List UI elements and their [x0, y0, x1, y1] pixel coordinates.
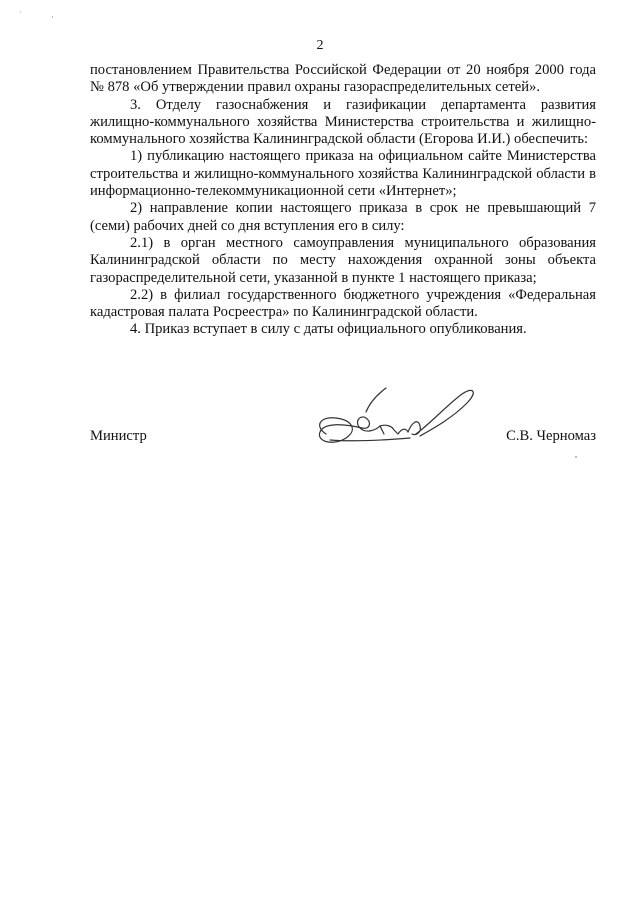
signatory-title: Министр	[90, 428, 147, 444]
paragraph-item-4: 4. Приказ вступает в силу с даты официального опубликования.	[130, 321, 527, 338]
scan-corner-marks: ' ,	[20, 10, 68, 19]
page-number: 2	[316, 38, 324, 53]
paragraph-item-3: 3. Отделу газоснабжения и газификации департамента развития жилищно-коммунального хозяйства Министерства строительства и жилищно-коммунального хозяйства Калининградской области (Егорова И.И.) обеспечить:	[90, 96, 596, 148]
document-body	[90, 62, 596, 339]
paragraph-item-3-1: 1) публикацию настоящего приказа на официальном сайте Министерства строительства и жилищно-коммунального хозяйства Калининградской области в информационно-телекоммуникационной сети «Интернет»;	[90, 148, 596, 200]
paragraph-continuation: постановлением Правительства Российской Федерации от 20 ноября 2000 года № 878 «Об утверждении правил охраны газораспределительных сетей».	[90, 62, 596, 96]
scan-dust-mark	[575, 456, 577, 458]
handwritten-signature	[306, 382, 486, 462]
paragraph-item-3-2: 2) направление копии настоящего приказа в срок не превышающий 7 (семи) рабочих дней со дня вступления его в силу:	[90, 200, 596, 234]
signature-block	[90, 428, 596, 450]
paragraph-item-2-1: 2.1) в орган местного самоуправления муниципального образования Калининградской области по месту нахождения охранной зоны объекта газораспределительной сети, указанной в пункте 1 настоящего приказа;	[90, 234, 596, 286]
paragraph-item-2-2: 2.2) в филиал государственного бюджетного учреждения «Федеральная кадастровая палата Росреестра» по Калининградской области.	[90, 286, 596, 321]
signatory-name: С.В. Черномаз	[506, 428, 596, 444]
